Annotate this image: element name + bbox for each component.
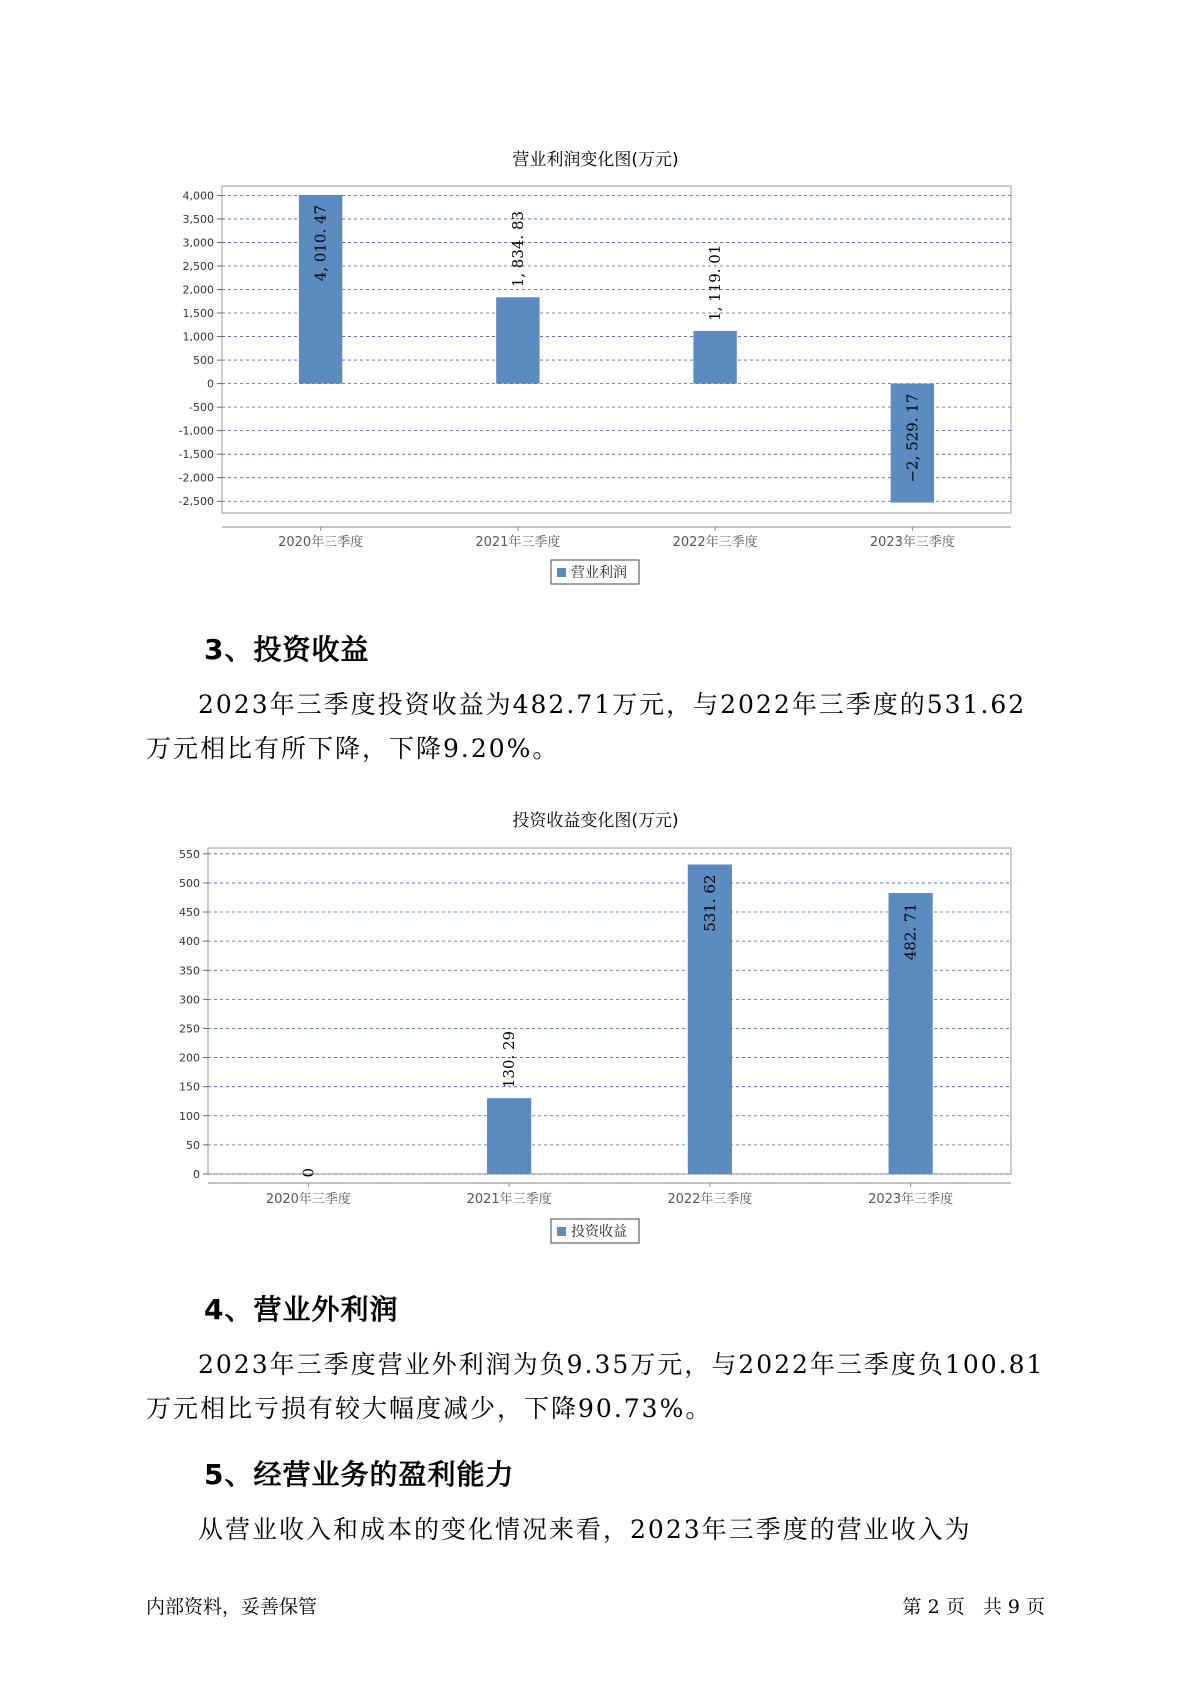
chart1-category-label: 2023年三季度 (869, 535, 955, 550)
chart1-ytick-label: 1,000 (182, 330, 214, 344)
footer-right: 第 2 页 共 9 页 (902, 1596, 1045, 1618)
section3-paragraph: 2023年三季度投资收益为482.71万元，与2022年三季度的531.62万元相比有所下降，下降9.20%。 (146, 690, 1027, 763)
section4-heading: 4、营业外利润 (204, 1293, 399, 1326)
chart1-ytick-label: 1,500 (182, 307, 214, 321)
chart1-category-label: 2020年三季度 (278, 535, 364, 550)
chart2-ytick-label: 550 (179, 847, 200, 861)
chart1-category-label: 2022年三季度 (672, 535, 758, 550)
chart1-ytick-label: 2,000 (182, 283, 214, 297)
chart2-ytick-label: 350 (179, 964, 200, 978)
section4-paragraph: 2023年三季度营业外利润为负9.35万元，与2022年三季度负100.81万元相比亏损有较大幅度减少，下降90.73%。 (146, 1350, 1045, 1423)
chart1-ytick-label: 3,000 (182, 236, 214, 250)
chart1-legend-label: 营业利润 (571, 565, 627, 581)
footer-left: 内部资料，妥善保管 (146, 1596, 318, 1618)
chart1-title: 营业利润变化图(万元) (512, 150, 679, 170)
chart1-ytick-label: -1,000 (178, 424, 214, 438)
chart1-ytick-label: -2,000 (178, 471, 214, 485)
chart2-ytick-label: 150 (179, 1080, 200, 1094)
chart1-ytick-label: 500 (193, 354, 214, 368)
chart2-ytick-label: 200 (179, 1051, 200, 1065)
chart2-value-label: 0 (299, 1168, 318, 1178)
chart1-ytick-label: 2,500 (182, 259, 214, 273)
chart1-category-label: 2021年三季度 (475, 535, 561, 550)
chart2-ytick-label: 400 (179, 935, 200, 949)
section3-heading: 3、投资收益 (204, 633, 370, 666)
chart2-bar (487, 1098, 531, 1174)
chart2-legend-swatch (557, 1227, 566, 1236)
chart2-ytick-label: 300 (179, 993, 200, 1007)
chart1-value-label: 1, 119. 01 (706, 244, 725, 321)
chart2-category-label: 2021年三季度 (466, 1192, 552, 1207)
chart2-category-label: 2023年三季度 (868, 1192, 954, 1207)
chart2-category-label: 2022年三季度 (667, 1192, 753, 1207)
chart2-value-label: 130. 29 (500, 1030, 519, 1089)
chart1-value-label: 4, 010. 47 (311, 204, 330, 282)
chart2-value-label: 482. 71 (901, 902, 920, 961)
chart2-legend-label: 投资收益 (571, 1224, 627, 1240)
section5-paragraph: 从营业收入和成本的变化情况来看，2023年三季度的营业收入为 (198, 1515, 972, 1544)
chart1-value-label: −2, 529. 17 (903, 393, 922, 483)
chart1-ytick-label: -500 (189, 401, 214, 415)
chart2-value-label: 531. 62 (700, 874, 719, 932)
section5-heading: 5、经营业务的盈利能力 (204, 1458, 515, 1491)
chart1-ytick-label: 3,500 (182, 212, 214, 226)
chart2-ytick-label: 250 (179, 1022, 200, 1036)
chart2-ytick-label: 0 (193, 1168, 200, 1181)
chart2-category-label: 2020年三季度 (265, 1192, 351, 1207)
chart2-title: 投资收益变化图(万元) (512, 811, 679, 831)
chart1-ytick-label: -1,500 (178, 448, 214, 462)
chart1-ytick-label: 4,000 (182, 189, 214, 203)
chart2-ytick-label: 100 (179, 1109, 200, 1123)
chart1-ytick-label: -2,500 (178, 495, 214, 509)
chart2-ytick-label: 500 (179, 876, 200, 890)
chart1-ytick-label: 0 (207, 377, 214, 391)
chart1-value-label: 1, 834. 83 (508, 210, 527, 288)
chart2-ytick-label: 450 (179, 906, 200, 920)
chart2-ytick-label: 50 (186, 1138, 200, 1152)
